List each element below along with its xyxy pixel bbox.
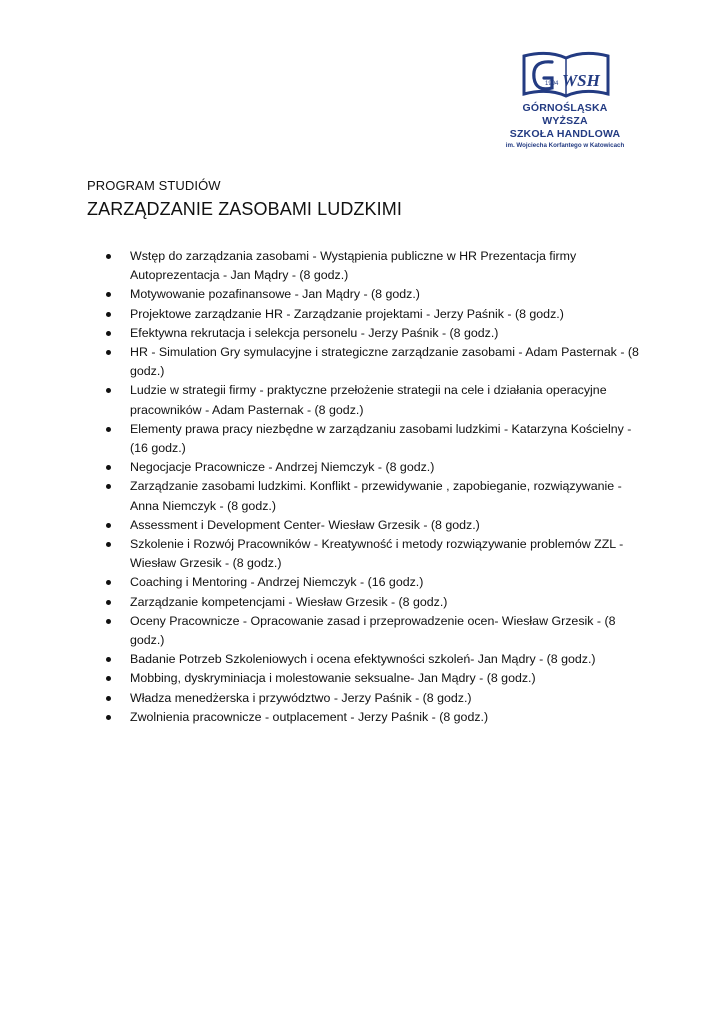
bullet-icon (106, 696, 111, 701)
bullet-icon (106, 465, 111, 470)
course-text: Zarządzanie zasobami ludzkimi. Konflikt - przewidywanie , zapobieganie, rozwiązywanie - Anna Niemczyk - (8 godz.) (130, 479, 622, 513)
bullet-icon (106, 292, 111, 297)
bullet-icon (106, 350, 111, 355)
bullet-icon (106, 542, 111, 547)
bullet-icon (106, 580, 111, 585)
list-item (106, 516, 646, 535)
course-text: Oceny Pracownicze - Opracowanie zasad i przeprowadzenie ocen- Wiesław Grzesik - (8 godz.) (130, 613, 616, 648)
list-item (106, 420, 646, 458)
course-text: Badanie Potrzeb Szkoleniowych i ocena efektywności szkoleń- Jan Mądry - (8 godz.) (130, 652, 596, 667)
list-item (106, 247, 646, 285)
bullet-icon (106, 676, 111, 681)
course-text: Zarządzanie kompetencjami - Wiesław Grzesik - (8 godz.) (130, 594, 448, 609)
school-logo (500, 48, 630, 149)
logo-school-name-line2: SZKOŁA HANDLOWA (509, 128, 621, 140)
bullet-icon (106, 619, 111, 624)
list-item (106, 650, 646, 669)
course-text: Motywowanie pozafinansowe - Jan Mądry - (8 godz.) (130, 287, 420, 302)
course-text: Coaching i Mentoring - Andrzej Niemczyk - (16 godz.) (130, 575, 424, 590)
book-emblem-icon (518, 48, 614, 102)
list-item (106, 593, 646, 612)
logo-school-patron: im. Wojciecha Korfantego w Katowicach (505, 142, 625, 149)
bullet-icon (106, 600, 111, 605)
course-text: Projektowe zarządzanie HR - Zarządzanie projektami - Jerzy Paśnik - (8 godz.) (130, 306, 564, 321)
program-title: ZARZĄDZANIE ZASOBAMI LUDZKIMI (87, 199, 402, 219)
course-text: Władza menedżerska i przywództwo - Jerzy Paśnik - (8 godz.) (130, 690, 472, 705)
list-item (106, 612, 646, 650)
list-item (106, 285, 646, 304)
list-item (106, 381, 646, 419)
course-text: Mobbing, dyskryminiacja i molestowanie seksualne- Jan Mądry - (8 godz.) (130, 671, 536, 686)
bullet-icon (106, 388, 111, 393)
course-text: Ludzie w strategii firmy - praktyczne przełożenie strategii na cele i działania operacyjne pracowników - Adam Pasternak - (8 godz.) (130, 383, 607, 417)
course-text: Negocjacje Pracownicze - Andrzej Niemczyk - (8 godz.) (130, 460, 435, 475)
list-item (106, 324, 646, 343)
list-item (106, 669, 646, 688)
course-text: Assessment i Development Center- Wiesław Grzesik - (8 godz.) (130, 517, 480, 532)
course-text: Efektywna rekrutacja i selekcja personelu - Jerzy Paśnik - (8 godz.) (130, 325, 499, 340)
list-item (106, 477, 646, 515)
course-list (106, 247, 646, 727)
list-item (106, 305, 646, 324)
course-text: HR - Simulation Gry symulacyjne i strategiczne zarządzanie zasobami - Adam Pasternak - (8 godz.) (130, 345, 639, 379)
bullet-icon (106, 254, 111, 259)
bullet-icon (106, 523, 111, 528)
course-text: Wstęp do zarządzania zasobami - Wystąpienia publiczne w HR Prezentacja firmy Autoprezentacja - Jan Mądry - (8 godz.) (130, 249, 577, 283)
bullet-icon (106, 715, 111, 720)
emblem-year: 1994 (545, 81, 559, 87)
bullet-icon (106, 331, 111, 336)
bullet-icon (106, 484, 111, 489)
list-item (106, 573, 646, 592)
course-text: Zwolnienia pracownicze - outplacement - Jerzy Paśnik - (8 godz.) (130, 709, 489, 724)
list-item (106, 535, 646, 573)
bullet-icon (106, 427, 111, 432)
logo-school-name-line1: GÓRNOŚLĄSKA WYŻSZA (522, 102, 608, 127)
list-item (106, 689, 646, 708)
emblem-text: WSH (562, 71, 600, 90)
list-item (106, 708, 646, 727)
bullet-icon (106, 312, 111, 317)
course-text: Elementy prawa pracy niezbędne w zarządzaniu zasobami ludzkimi - Katarzyna Kościelny - (16 godz.) (130, 421, 632, 456)
program-label: PROGRAM STUDIÓW (87, 178, 221, 193)
bullet-icon (106, 657, 111, 662)
course-text: Szkolenie i Rozwój Pracowników - Kreatywność i metody rozwiązywanie problemów ZZL - Wiesław Grzesik - (8 godz.) (130, 537, 624, 571)
list-item (106, 343, 646, 381)
list-item (106, 458, 646, 477)
